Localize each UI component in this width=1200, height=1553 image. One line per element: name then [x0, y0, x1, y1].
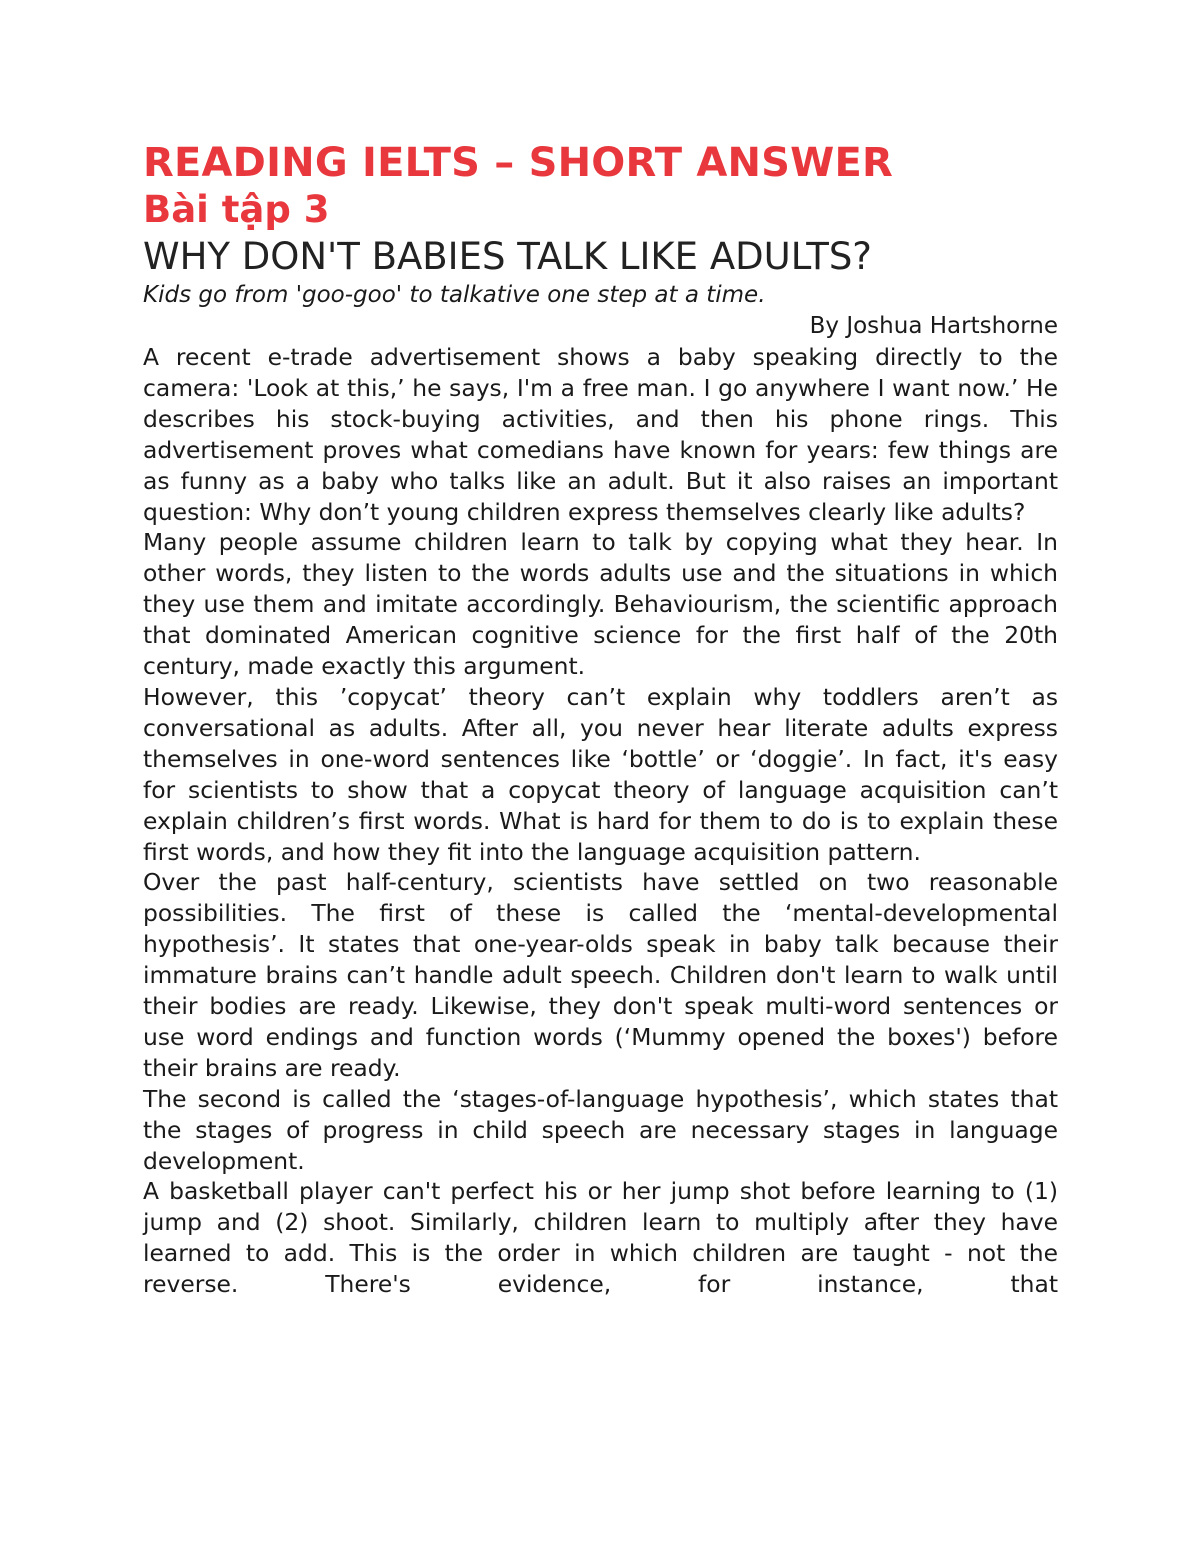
- paragraph: Over the past half-century, scientists have settled on two reasonable possibilities. The first of these is called the ‘mental-developmental hypothesis’. It states that one-year-olds speak in baby talk because their immature brains can’t handle adult speech. Children don't learn to walk until their bodies are ready. Likewise, they don't speak multi-word sentences or use word endings and function words (‘Mummy opened the boxes') before their brains are ready.: [143, 868, 1058, 1082]
- paragraph: A basketball player can't perfect his or her jump shot before learning to (1) jump and (2) shoot. Similarly, children learn to multiply after they have learned to add. This is the order in which children are taught - not the reverse. There's evidence, for instance, that: [143, 1177, 1058, 1299]
- article-tagline: Kids go from 'goo-goo' to talkative one step at a time.: [143, 282, 766, 308]
- exercise-label: Bài tập 3: [143, 188, 330, 231]
- paragraph: The second is called the ‘stages-of-language hypothesis’, which states that the stages of progress in child speech are necessary stages in language development.: [143, 1084, 1058, 1175]
- paragraph: However, this ’copycat’ theory can’t explain why toddlers aren’t as conversational as adults. After all, you never hear literate adults express themselves in one-word sentences like ‘bottle’ or ‘doggie’. In fact, it's easy for scientists to show that a copycat theory of language acquisition can’t explain children’s first words. What is hard for them to do is to explain these first words, and how they fit into the language acquisition pattern.: [143, 682, 1058, 866]
- article-author: By Joshua Hartshorne: [809, 313, 1058, 339]
- page-title: READING IELTS – SHORT ANSWER: [143, 140, 894, 186]
- paragraph: Many people assume children learn to talk by copying what they hear. In other words, they listen to the words adults use and the situations in which they use them and imitate accordingly. Behaviourism, the scientific approach that dominated American cognitive science for the first half of the 20th century, made exactly this argument.: [143, 528, 1058, 681]
- article-title: WHY DON'T BABIES TALK LIKE ADULTS?: [143, 235, 872, 278]
- document-page: [143, 140, 1058, 1300]
- paragraph: A recent e-trade advertisement shows a baby speaking directly to the camera: 'Look at this,’ he says, I'm a free man. I go anywhere I want now.’ He describes his stock-buying activities, and then his phone rings. This advertisement proves what comedians have known for years: few things are as funny as a baby who talks like an adult. But it also raises an important question: Why don’t young children express themselves clearly like adults?: [143, 343, 1058, 526]
